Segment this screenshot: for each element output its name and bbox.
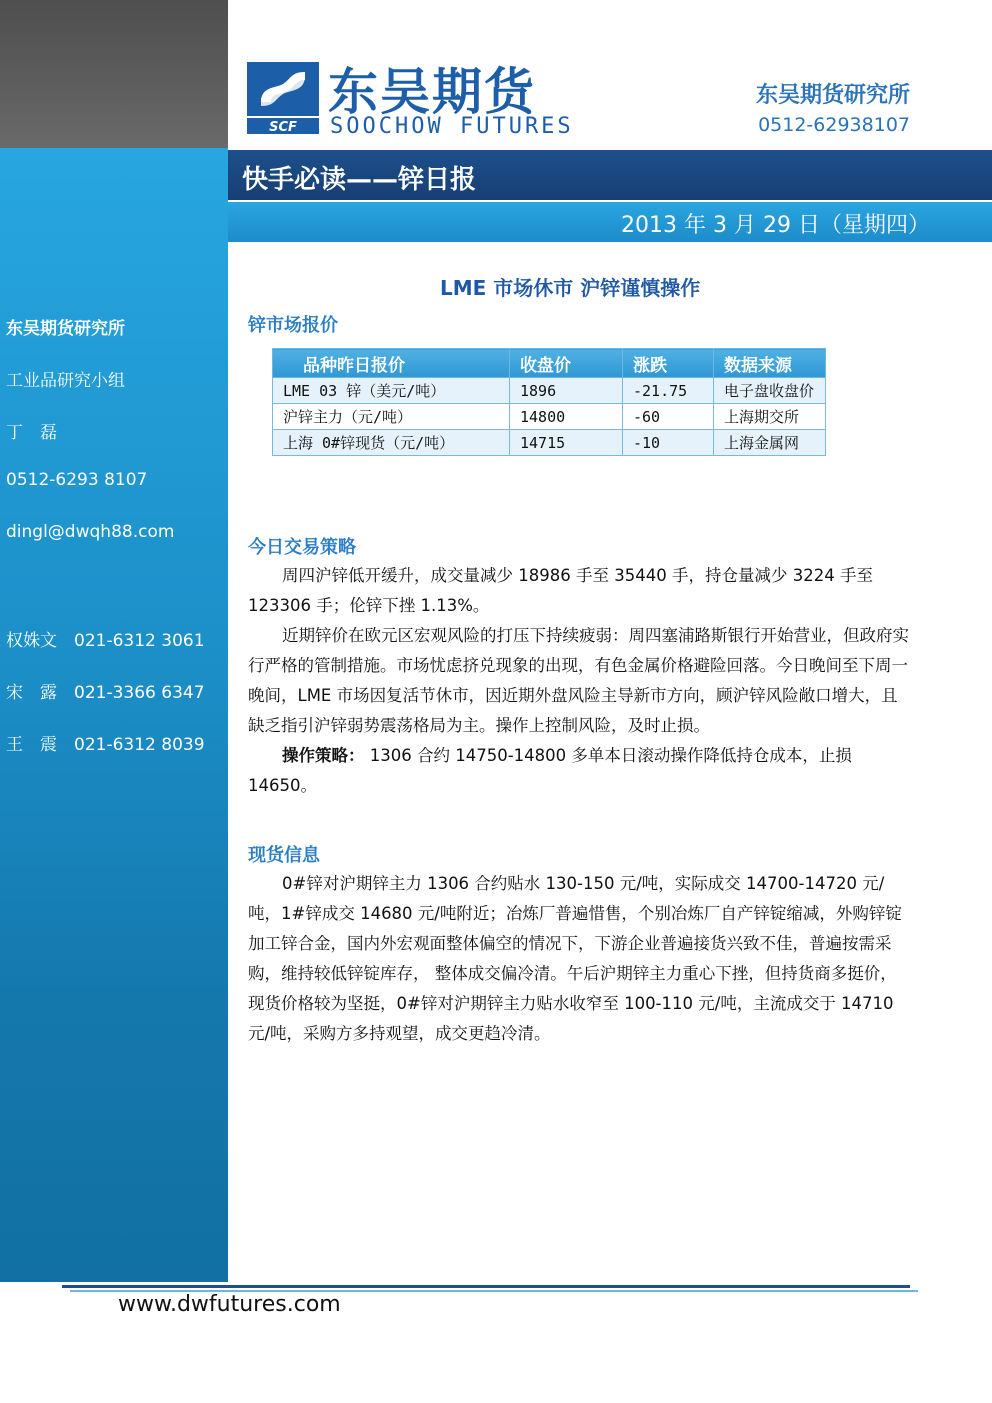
header-phone: 0512-62938107	[758, 114, 910, 136]
svg-text:SCF: SCF	[269, 120, 297, 134]
contact-phone: 021-3366 6347	[74, 683, 205, 703]
section-heading-quotes: 锌市场报价	[248, 315, 338, 336]
strategy-text: 1306 合约 14750-14800 多单本日滚动操作降低持仓成本，止损 14650。	[248, 746, 852, 795]
contact-name: 权姝文	[6, 631, 57, 651]
table-cell: 上海 0#锌现货（元/吨）	[273, 430, 510, 456]
table-cell: 14800	[510, 404, 623, 430]
table-cell: 14715	[510, 430, 623, 456]
table-header: 品种昨日报价	[273, 349, 510, 378]
strategy-paragraph-2: 近期锌价在欧元区宏观风险的打压下持续疲弱：周四塞浦路斯银行开始营业，但政府实行严格的管制措施。市场忧虑挤兑现象的出现，有色金属价格避险回落。今日晚间至下周一晚间，LME 市场因复活节休市，因近期外盘风险主导新市方向，顾沪锌风险敞口增大，且缺乏指引沪锌弱势震荡格局为主。操作上控制风险，及时止损。	[248, 626, 909, 735]
brand-name-en: SOOCHOW FUTURES	[330, 114, 574, 139]
date-band	[228, 202, 992, 242]
table-header-row	[273, 349, 826, 378]
table-cell: LME 03 锌（美元/吨）	[273, 378, 510, 404]
table-cell: 沪锌主力（元/吨）	[273, 404, 510, 430]
report-title: 快手必读——锌日报	[242, 165, 477, 195]
title-band	[228, 150, 992, 200]
strategy-paragraph-3	[248, 741, 912, 801]
spot-paragraph: 0#锌对沪期锌主力 1306 合约贴水 130-150 元/吨，实际成交 14700-14720 元/吨，1#锌成交 14680 元/吨附近；冶炼厂普遍惜售，个别冶炼厂自产锌锭缩减，外购锌锭加工锌合金，国内外宏观面整体偏空的情况下，下游企业普遍接货兴致不佳，普遍按需采购，维持较低锌锭库存， 整体成交偏冷清。午后沪期锌主力重心下挫，但持货商多挺价，现货价格较为坚挺，0#锌对沪期锌主力贴水收窄至 100-110 元/吨，主流成交于 14710 元/吨，采购方多持观望，成交更趋冷清。	[248, 874, 902, 1043]
contact-phone: 021-6312 3061	[74, 631, 205, 651]
strategy-paragraph-1: 周四沪锌低开缓升，成交量减少 18986 手至 35440 手，持仓量减少 3224 手至 123306 手；伦锌下挫 1.13%。	[248, 566, 873, 615]
headline: LME 市场休市 沪锌谨慎操作	[440, 276, 701, 300]
section-heading-strategy: 今日交易策略	[248, 537, 356, 558]
table-header: 数据来源	[714, 349, 826, 378]
scf-logo-icon	[247, 62, 319, 134]
sidebar-analyst: 丁 磊	[6, 423, 57, 443]
table-cell: 1896	[510, 378, 623, 404]
brand-name-cn: 东吴期货	[328, 63, 536, 121]
table-cell: 上海期交所	[714, 404, 826, 430]
sidebar-analyst-phone: 0512-6293 8107	[6, 470, 148, 490]
header-institute: 东吴期货研究所	[755, 83, 910, 108]
footer-url[interactable]: www.dwfutures.com	[118, 1292, 341, 1317]
table-header: 涨跌	[623, 349, 714, 378]
section-heading-spot: 现货信息	[248, 845, 320, 866]
strategy-label: 操作策略：	[282, 746, 365, 765]
sidebar-contact	[6, 678, 205, 703]
sidebar-email[interactable]: dingl@dwqh88.com	[6, 522, 175, 542]
table-row	[273, 404, 826, 430]
contact-name: 宋 露	[6, 683, 57, 703]
sidebar-top-block	[0, 0, 228, 148]
sidebar-contact	[6, 626, 205, 651]
footer-divider	[62, 1285, 910, 1288]
contact-name: 王 震	[6, 735, 57, 755]
table-cell: 上海金属网	[714, 430, 826, 456]
sidebar	[0, 148, 228, 1282]
table-row	[273, 378, 826, 404]
contact-phone: 021-6312 8039	[74, 735, 205, 755]
sidebar-group: 工业品研究小组	[6, 371, 125, 391]
table-header: 收盘价	[510, 349, 623, 378]
report-date: 2013 年 3 月 29 日（星期四）	[621, 213, 930, 238]
table-cell: 电子盘收盘价	[714, 378, 826, 404]
brand-logo	[247, 62, 319, 134]
table-cell: -60	[623, 404, 714, 430]
table-row	[273, 430, 826, 456]
table-cell: -21.75	[623, 378, 714, 404]
price-table	[272, 348, 826, 456]
sidebar-contact	[6, 730, 205, 755]
table-cell: -10	[623, 430, 714, 456]
sidebar-institute: 东吴期货研究所	[6, 319, 125, 339]
